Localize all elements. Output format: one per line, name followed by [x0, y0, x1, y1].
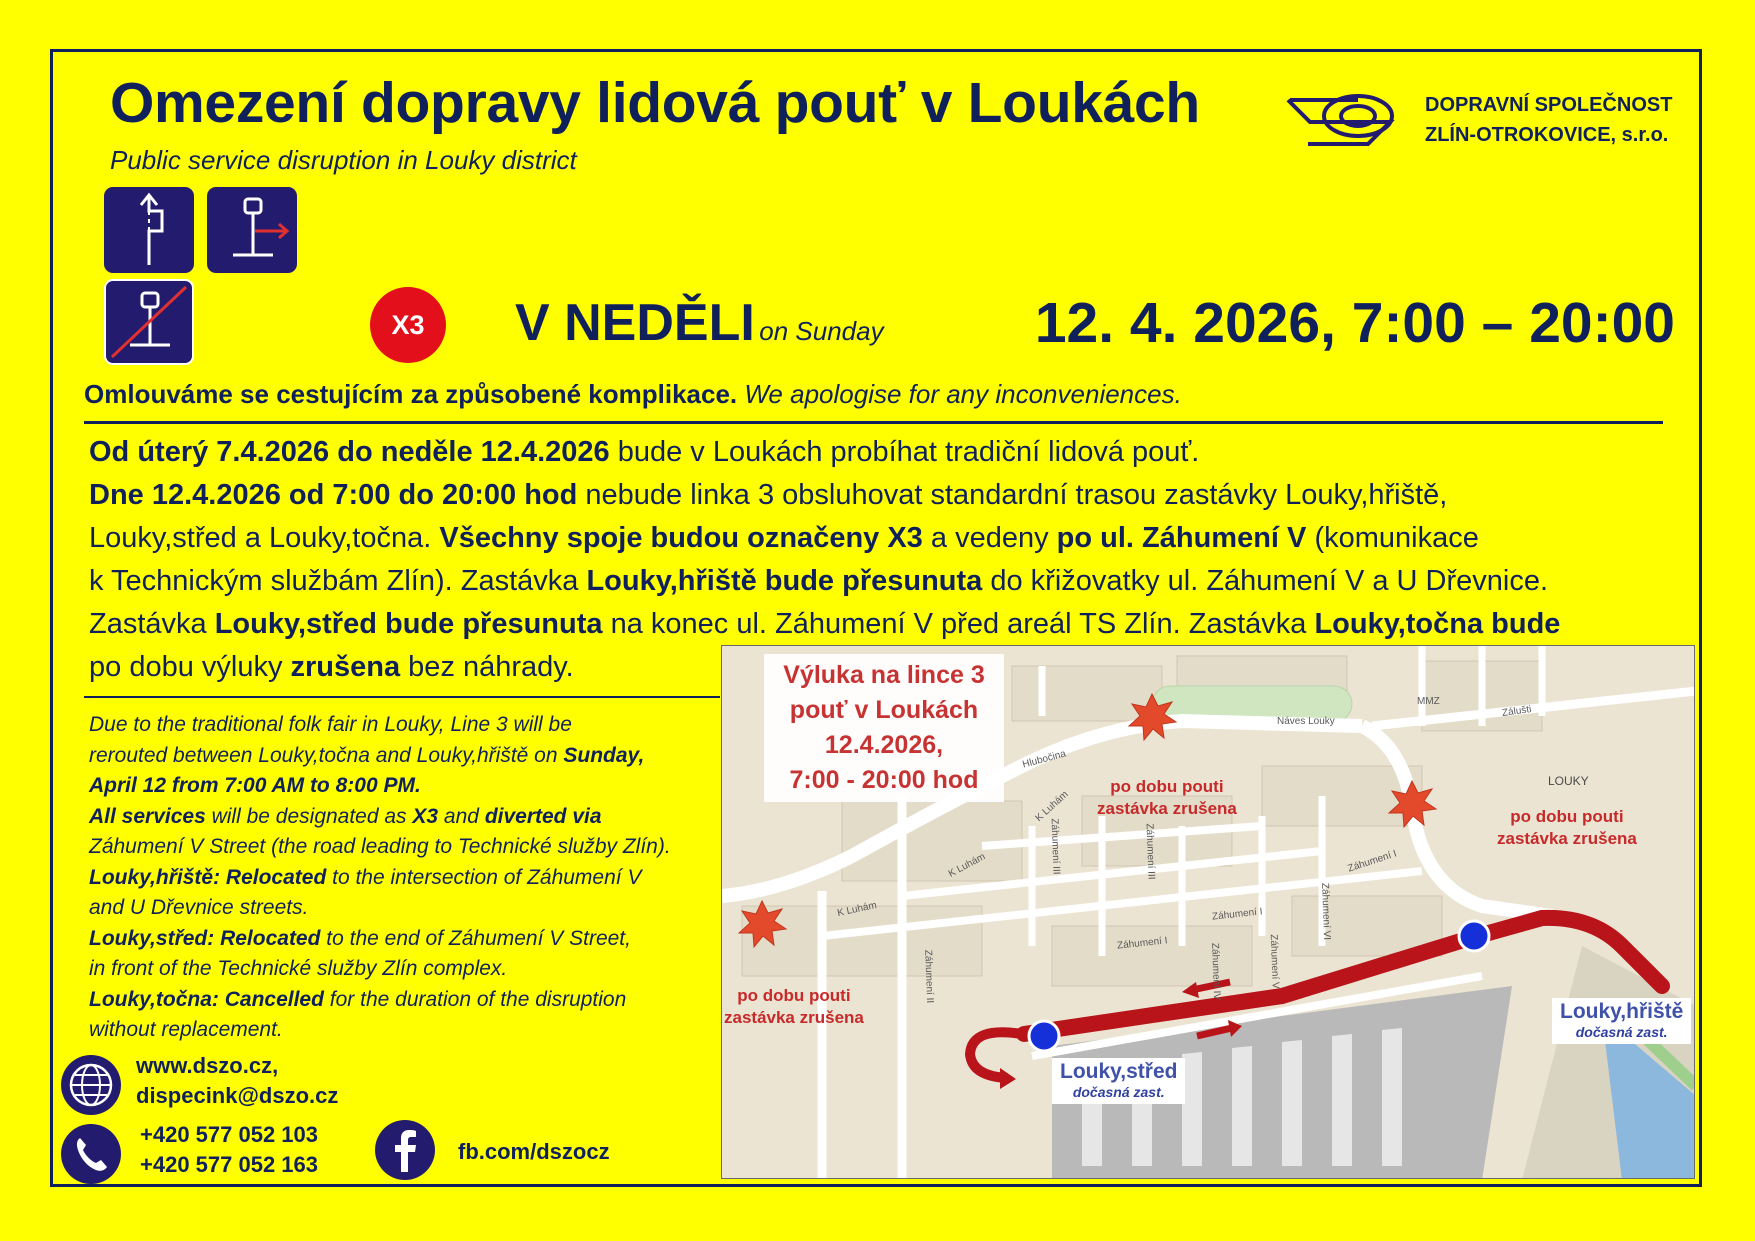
street-label: K Luhám: [946, 851, 988, 880]
facebook-link[interactable]: fb.com/dszocz: [458, 1139, 610, 1164]
cz-text: bez náhrady.: [400, 651, 574, 683]
map-title-line: 7:00 - 20:00 hod: [789, 766, 979, 794]
cz-text-bold: po ul. Záhumení V: [1056, 522, 1307, 554]
stop-temp-note: dočasná zast.: [1575, 1024, 1668, 1040]
apology-cz: Omlouváme se cestujícím za způsobené komplikace.: [84, 379, 738, 409]
map-title-line: Výluka na lince 3: [783, 661, 985, 689]
map-title: [764, 654, 1004, 802]
en-text-bold: April 12 from 7:00 AM to 8:00 PM.: [89, 774, 421, 797]
en-text-line: [89, 985, 729, 1016]
cz-text: a vedeny: [922, 522, 1057, 554]
company-logo: [1280, 82, 1405, 157]
cz-text: po dobu výluky: [89, 651, 291, 683]
en-text-bold: Louky,hřiště: Relocated: [89, 865, 327, 889]
cz-text-bold: Louky,střed bude přesunuta: [214, 608, 603, 640]
en-text-line: [89, 771, 729, 802]
en-text: rerouted between Louky,točna and Louky,hřiště on: [89, 743, 564, 767]
disruption-datetime: 12. 4. 2026, 7:00 – 20:00: [1034, 291, 1675, 355]
stop-label-hriste: [1552, 998, 1691, 1044]
street-label: Záhumení I: [1116, 935, 1169, 952]
divider: [84, 421, 1663, 424]
district-label: LOUKY: [1548, 774, 1589, 788]
en-text-bold: Sunday,: [563, 743, 645, 767]
english-summary: [89, 710, 729, 1046]
street-label: Náves Louky: [1277, 716, 1335, 727]
en-text-bold: Louky,střed: Relocated: [89, 926, 321, 950]
cz-text: (komunikace: [1306, 522, 1479, 554]
street-label: Zálušti: [1501, 704, 1533, 719]
en-text: for the duration of the disruption: [323, 987, 627, 1011]
street-label: Záhumení I: [1346, 848, 1399, 875]
map-title-line: 12.4.2026,: [824, 731, 944, 759]
cz-text-bold: zrušena: [290, 651, 401, 683]
cz-text-line: [89, 522, 1479, 555]
stop-name: Louky,hřiště: [1560, 1000, 1684, 1023]
cz-text-line: [89, 479, 1447, 512]
street-label: Záhumení IV: [1209, 942, 1223, 1001]
en-text: and U Dřevnice streets.: [89, 896, 309, 919]
en-text-bold: diverted via: [484, 804, 602, 828]
phone-icon: [61, 1124, 121, 1184]
cz-text-line: [89, 436, 1199, 469]
cancelled-stop-note: [1497, 806, 1637, 850]
en-text: without replacement.: [89, 1018, 283, 1041]
contact-web: [136, 1051, 338, 1111]
cz-text-line: [89, 651, 574, 684]
stop-note-line: zastávka zrušena: [1097, 799, 1237, 818]
cz-text-bold: Louky,točna bude: [1314, 608, 1561, 640]
cz-text-bold: Od úterý 7.4.2026 do neděle 12.4.2026: [89, 436, 610, 468]
street-label: Záhumení V: [1267, 934, 1281, 989]
globe-icon: [61, 1055, 121, 1115]
disruption-map: [721, 645, 1695, 1179]
street-label: Hlubočina: [1021, 748, 1068, 771]
street-label: Záhumení VI: [1319, 882, 1333, 941]
en-text: in front of the Technické služby Zlín complex.: [89, 957, 508, 980]
street-label: Záhumení I: [1211, 906, 1264, 923]
contact-phones: [140, 1120, 318, 1180]
website-link[interactable]: www.dszo.cz,: [136, 1053, 279, 1078]
en-text-bold: X3: [412, 804, 439, 828]
cz-text-bold: Všechny spoje budou označeny X3: [439, 522, 923, 554]
en-text: Due to the traditional folk fair in Louky, Line 3 will be: [89, 713, 572, 736]
email-link[interactable]: dispecink@dszo.cz: [136, 1083, 339, 1108]
cancelled-stop-note: [1097, 776, 1237, 820]
street-label: K Luhám: [836, 899, 878, 920]
stop-note-line: po dobu pouti: [737, 986, 851, 1005]
divider: [84, 696, 720, 698]
line-x3-badge: X3: [370, 287, 446, 363]
cz-text: Zastávka: [89, 608, 215, 640]
street-label: MMZ: [1417, 696, 1440, 707]
street-label: Záhumení III: [1048, 818, 1062, 875]
phone-number[interactable]: +420 577 052 163: [140, 1152, 319, 1177]
cz-text: na konec ul. Záhumení V před areál TS Zlín. Zastávka: [602, 608, 1315, 640]
phone-number[interactable]: +420 577 052 103: [140, 1122, 319, 1147]
en-text: to the intersection of Záhumení V: [326, 865, 642, 889]
apology-en: We apologise for any inconveniences.: [737, 379, 1182, 409]
route-diversion-icon: [104, 187, 194, 273]
en-text-line: [89, 741, 729, 772]
street-label: Záhumení II: [922, 949, 936, 1004]
street-label: K Luhám: [1033, 789, 1071, 824]
map-title-line: pouť v Loukách: [789, 696, 979, 724]
cz-text-line: [89, 565, 1548, 598]
day-heading: [515, 293, 884, 353]
en-text: and: [438, 804, 485, 828]
stop-temp-note: dočasná zast.: [1072, 1084, 1165, 1100]
en-text-line: [89, 924, 729, 955]
cz-text: do křižovatky ul. Záhumení V a U Dřevnice.: [982, 565, 1549, 597]
en-text-bold: Louky,točna: Cancelled: [89, 987, 324, 1011]
stop-relocated-icon: [207, 187, 297, 273]
day-cz: V NEDĚLI: [515, 294, 755, 352]
page-title: Omezení dopravy lidová pouť v Loukách: [110, 71, 1200, 135]
company-name-line1: DOPRAVNÍ SPOLEČNOST: [1425, 94, 1673, 116]
company-name: [1425, 90, 1672, 150]
stop-note-line: zastávka zrušena: [724, 1008, 864, 1027]
cz-text-bold: Dne 12.4.2026 od 7:00 do 20:00 hod: [89, 479, 578, 511]
apology-text: [84, 379, 1182, 410]
cz-text: k Technickým službám Zlín). Zastávka: [89, 565, 587, 597]
stop-cancelled-icon: [104, 279, 194, 365]
stop-label-stred: [1052, 1058, 1185, 1104]
en-text-bold: All services: [89, 804, 206, 828]
page-subtitle: Public service disruption in Louky district: [110, 145, 577, 175]
stop-note-line: zastávka zrušena: [1497, 829, 1637, 848]
en-text: will be designated as: [205, 804, 413, 828]
cancelled-stop-note: [724, 985, 864, 1029]
en-text-line: [89, 802, 729, 833]
facebook-icon: [375, 1120, 435, 1180]
cz-text: bude v Loukách probíhat tradiční lidová pouť.: [609, 436, 1200, 468]
en-text: to the end of Záhumení V Street,: [320, 926, 631, 950]
cz-text-line: [89, 608, 1560, 641]
stop-name: Louky,střed: [1060, 1060, 1178, 1083]
company-name-line2: ZLÍN-OTROKOVICE, s.r.o.: [1425, 124, 1669, 146]
en-text-line: [89, 863, 729, 894]
cz-text: Louky,střed a Louky,točna.: [89, 522, 440, 554]
street-label: Záhumení III: [1143, 823, 1157, 880]
stop-note-line: po dobu pouti: [1110, 777, 1224, 796]
day-en: on Sunday: [759, 316, 884, 346]
stop-note-line: po dobu pouti: [1510, 807, 1624, 826]
cz-text: nebude linka 3 obsluhovat standardní trasou zastávky Louky,hřiště,: [577, 479, 1448, 511]
en-text: Záhumení V Street (the road leading to Technické služby Zlín).: [89, 835, 671, 858]
cz-text-bold: Louky,hřiště bude přesunuta: [586, 565, 983, 597]
